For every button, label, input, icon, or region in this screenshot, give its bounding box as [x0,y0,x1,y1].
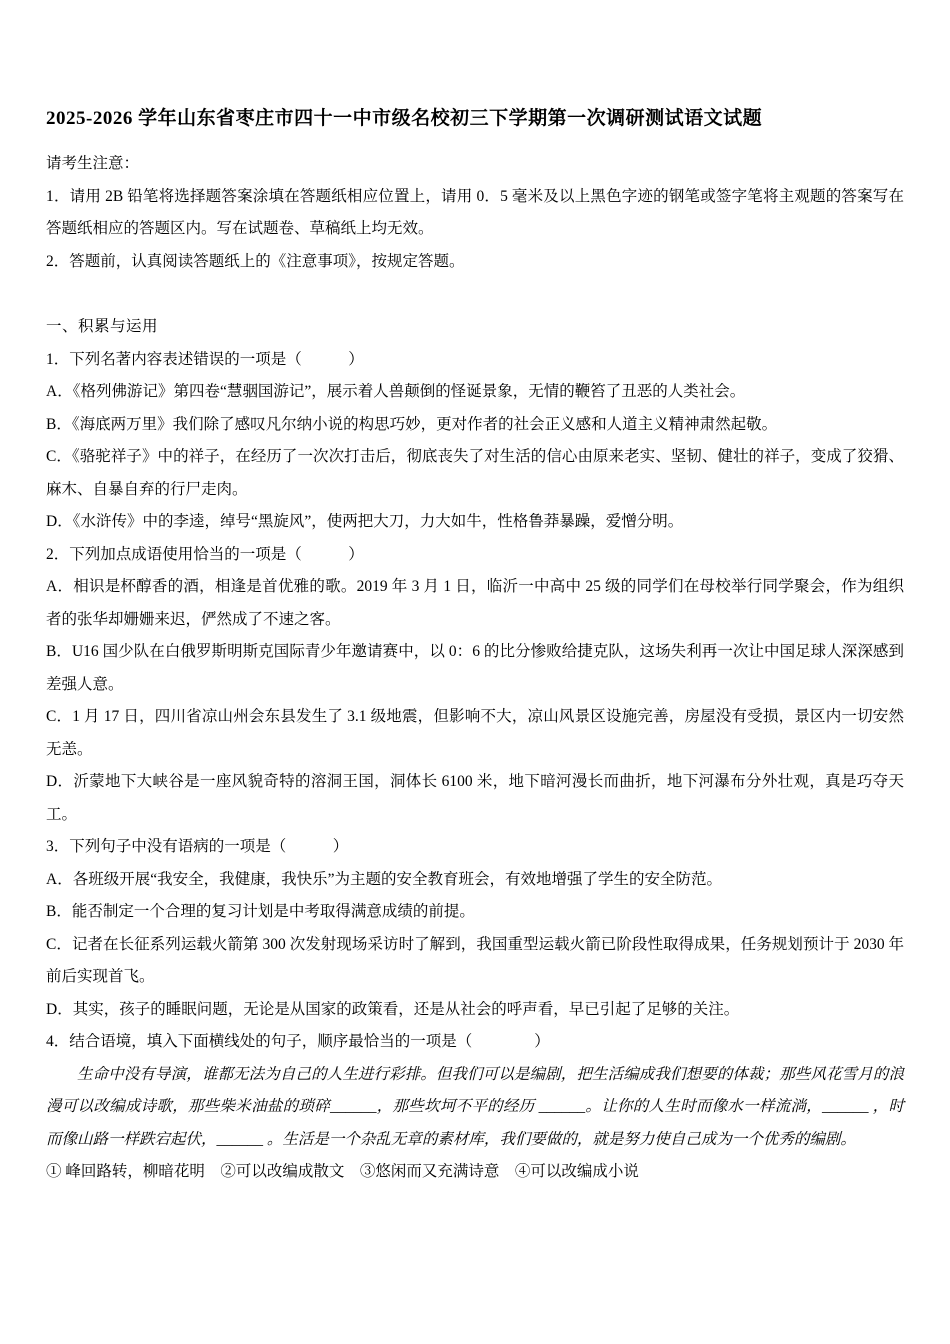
section-heading: 一、积累与运用 [46,318,159,335]
question-3-option-b: B．能否制定一个合理的复习计划是中考取得满意成绩的前提。 [46,903,475,920]
page-title: 2025-2026 学年山东省枣庄市四十一中市级名校初三下学期第一次调研测试语文试题 [46,108,763,129]
question-1-stem: 1．下列名著内容表述错误的一项是（ ） [46,350,364,368]
question-2-option-d: D．沂蒙地下大峡谷是一座风貌奇特的溶洞王国，洞体长 6100 米，地下暗河漫长而曲折，地下河瀑布分外壮观，真是巧夺天工。 [46,773,904,823]
spacer [46,278,904,311]
question-2-option-b: B．U16 国少队在白俄罗斯明斯克国际青少年邀请赛中，以 0：6 的比分惨败给捷克队，这场失利再一次让中国足球人深深感到差强人意。 [46,643,904,693]
question-4-choices: ① 峰回路转，柳暗花明 ②可以改编成散文 ③悠闲而又充满诗意 ④可以改编成小说 [46,1163,639,1180]
question-4-stem: 4．结合语境，填入下面横线处的句子，顺序最恰当的一项是（ ） [46,1033,550,1050]
question-1-option-c: C．《骆驼祥子》中的祥子，在经历了一次次打击后，彻底丧失了对生活的信心由原来老实、坚韧、健壮的祥子，变成了狡猾、麻木、自暴自弃的行尸走肉。 [46,448,904,498]
question-1 [46,344,904,539]
notice-header: 请考生注意： [46,155,140,172]
question-1-option-a: A．《格列佛游记》第四卷“慧骃国游记”，展示着人兽颠倒的怪诞景象，无情的鞭笞了丑恶的人类社会。 [46,383,746,400]
question-3-option-c: C．记者在长征系列运载火箭第 300 次发射现场采访时了解到，我国重型运载火箭已阶段性取得成果，任务规划预计于 2030 年前后实现首飞。 [46,935,904,985]
notice-item-2: 2．答题前，认真阅读答题纸上的《注意事项》，按规定答题。 [46,252,465,270]
question-3-stem: 3．下列句子中没有语病的一项是（ ） [46,838,349,855]
question-4 [46,1026,904,1189]
question-3-option-a: A．各班级开展“我安全，我健康，我快乐”为主题的安全教育班会，有效地增强了学生的安全防范。 [46,870,722,888]
question-2-option-c: C．1 月 17 日，四川省凉山州会东县发生了 3.1 级地震，但影响不大，凉山风景区设施完善，房屋没有受损，景区内一切安然无恙。 [46,708,904,758]
question-1-option-b: B．《海底两万里》我们除了感叹凡尔纳小说的构思巧妙，更对作者的社会正义感和人道主义精神肃然起敬。 [46,415,778,433]
question-2 [46,539,904,832]
question-4-passage: 生命中没有导演，谁都无法为自己的人生进行彩排。但我们可以是编剧，把生活编成我们想要的体裁；那些风花雪月的浪漫可以改编成诗歌，那些柴米油盐的琐碎______，那些坎坷不平的经历 ______。让你的人生时而像水一样流淌，______ ，时而像山路一样跌宕起伏，______ 。生活是一个杂乱无章的素材库，我们要做的，就是努力使自己成为一个优秀的编剧。 [46,1065,904,1148]
question-3 [46,831,904,1026]
question-2-stem: 2．下列加点成语使用恰当的一项是（ ） [46,545,364,563]
question-2-option-a: A．相识是杯醇香的酒，相逢是首优雅的歌。2019 年 3 月 1 日，临沂一中高中 25 级的同学们在母校举行同学聚会，作为组织者的张华却姗姗来迟，俨然成了不速之客。 [46,578,904,628]
question-1-option-d: D．《水浒传》中的李逵，绰号“黑旋风”，使两把大刀，力大如牛，性格鲁莽暴躁，爱憎分明。 [46,513,684,530]
notice-item-1: 1．请用 2B 铅笔将选择题答案涂填在答题纸相应位置上，请用 0．5 毫米及以上黑色字迹的钢笔或签字笔将主观题的答案写在答题纸相应的答题区内。写在试题卷、草稿纸上均无效。 [46,187,904,237]
question-3-option-d: D．其实，孩子的睡眠问题，无论是从国家的政策看，还是从社会的呼声看，早已引起了足够的关注。 [46,1000,740,1018]
